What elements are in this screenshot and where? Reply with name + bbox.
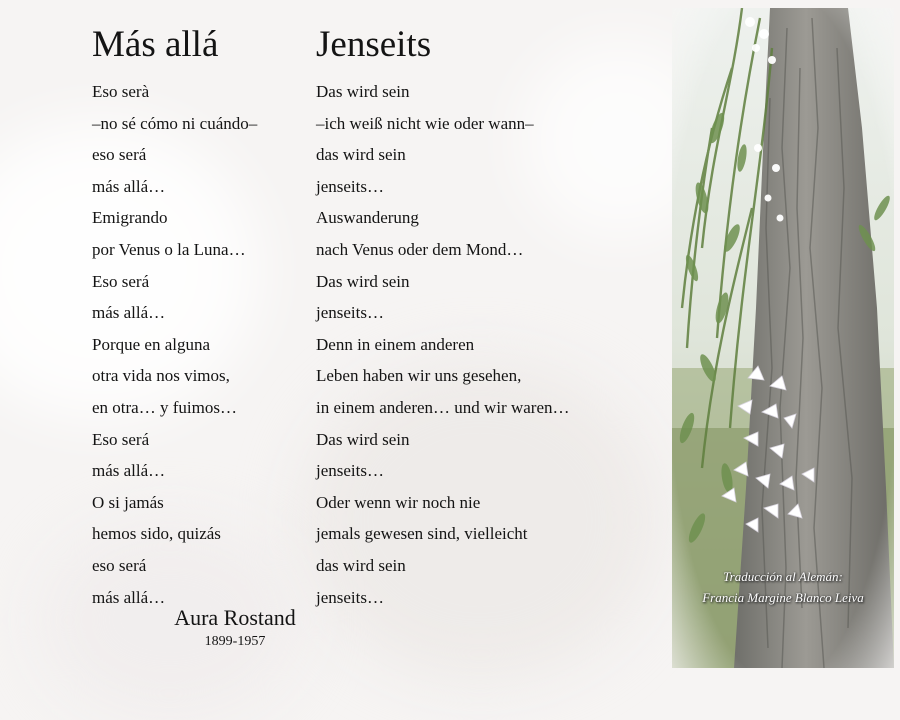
translation-credit xyxy=(672,566,894,608)
verse-line: nach Venus oder dem Mond… xyxy=(316,239,524,259)
author-name: Aura Rostand xyxy=(174,605,296,630)
verse-line: –ich weiß nicht wie oder wann– xyxy=(316,113,534,133)
verse-line: en otra… y fuimos… xyxy=(92,397,237,417)
spanish-verse xyxy=(92,76,307,613)
verse-line: jemals gewesen sind, vielleicht xyxy=(316,524,528,544)
credit-label: Traducción al Alemán: xyxy=(723,569,843,584)
german-poem xyxy=(316,22,656,613)
verse-line: Eso serà xyxy=(92,82,150,101)
verse-line: Das wird sein xyxy=(316,82,410,101)
verse-line: Porque en alguna xyxy=(92,334,211,354)
verse-line: jenseits… xyxy=(316,461,384,481)
verse-line: por Venus o la Luna… xyxy=(92,239,246,259)
tree-flower-photo xyxy=(672,8,894,668)
verse-line: Eso será xyxy=(92,271,150,291)
author-years: 1899-1957 xyxy=(204,634,266,649)
verse-line: das wird sein xyxy=(316,555,406,575)
german-verse xyxy=(316,76,656,613)
spanish-title: Más allá xyxy=(92,24,219,65)
spanish-poem xyxy=(92,22,307,613)
verse-line: jenseits… xyxy=(316,303,384,323)
credit-translator: Francia Margine Blanco Leiva xyxy=(702,590,864,605)
german-title: Jenseits xyxy=(316,24,432,65)
verse-line: jenseits… xyxy=(316,587,384,607)
verse-line: más allá… xyxy=(92,587,166,607)
verse-line: Auswanderung xyxy=(316,208,419,228)
author-block xyxy=(92,604,378,652)
verse-line: más allá… xyxy=(92,303,166,323)
verse-line: Emigrando xyxy=(92,208,168,228)
verse-line: Eso será xyxy=(92,429,150,449)
verse-line: eso será xyxy=(92,145,147,165)
verse-line: Oder wenn wir noch nie xyxy=(316,492,481,512)
verse-line: más allá… xyxy=(92,461,166,481)
verse-line: O si jamás xyxy=(92,492,164,512)
verse-line: más allá… xyxy=(92,176,166,196)
verse-line: Das wird sein xyxy=(316,429,410,449)
verse-line: Das wird sein xyxy=(316,271,410,291)
verse-line: –no sé cómo ni cuándo– xyxy=(92,113,258,133)
verse-line: Leben haben wir uns gesehen, xyxy=(316,366,522,386)
verse-line: das wird sein xyxy=(316,145,406,165)
verse-line: otra vida nos vimos, xyxy=(92,366,230,386)
verse-line: eso será xyxy=(92,555,147,575)
verse-line: in einem anderen… und wir waren… xyxy=(316,397,570,417)
verse-line: Denn in einem anderen xyxy=(316,334,475,354)
verse-line: hemos sido, quizás xyxy=(92,524,221,544)
verse-line: jenseits… xyxy=(316,176,384,196)
